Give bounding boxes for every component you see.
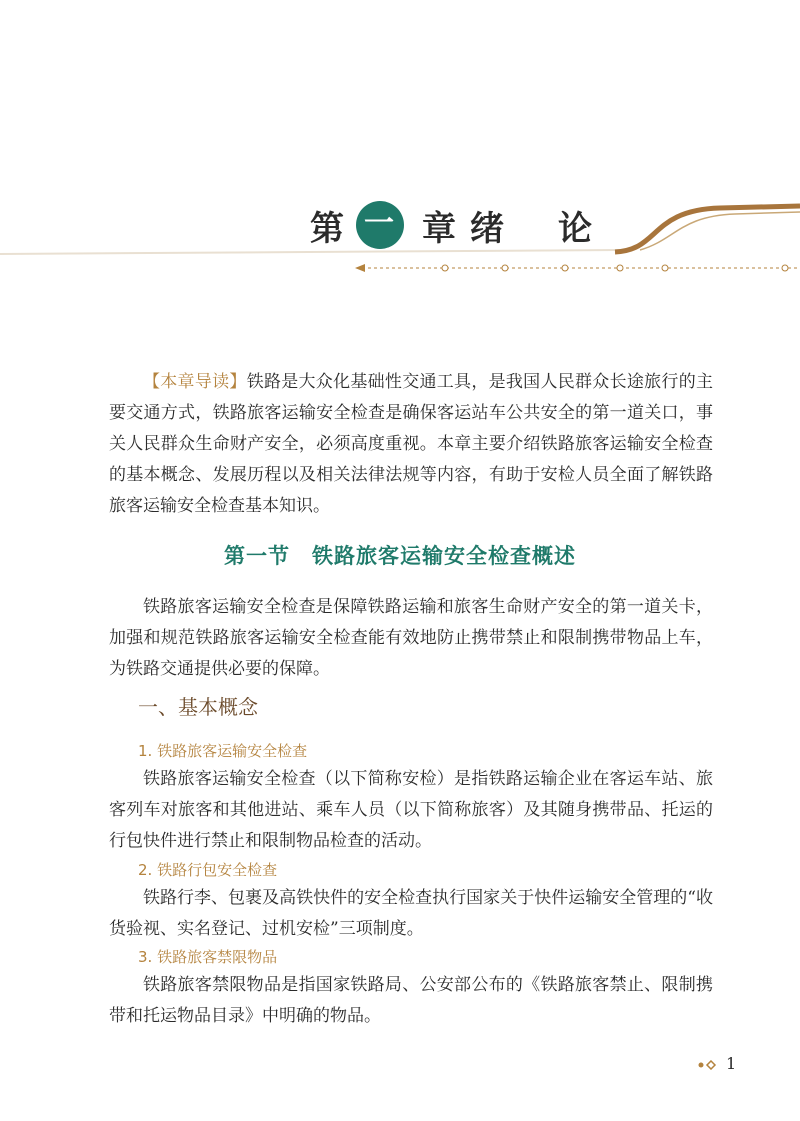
page-number: 1 bbox=[726, 1054, 737, 1073]
item-body bbox=[109, 883, 713, 945]
subsection-title: 一、基本概念 bbox=[138, 695, 258, 719]
item-title: 2. 铁路行包安全检查 bbox=[138, 861, 278, 879]
section-body bbox=[109, 592, 713, 685]
chapter-intro bbox=[109, 367, 713, 522]
chapter-title-prefix: 第 bbox=[310, 208, 346, 249]
chapter-title-word: 论 bbox=[558, 208, 594, 249]
section-title: 第一节 铁路旅客运输安全检查概述 bbox=[224, 543, 576, 568]
chapter-number-badge: 一 bbox=[356, 201, 404, 249]
item-title: 1. 铁路旅客运输安全检查 bbox=[138, 742, 308, 760]
chapter-title-word: 章 bbox=[422, 208, 458, 249]
page-number-ornament-icon bbox=[697, 1060, 719, 1070]
item-paragraph: 铁路行李、包裹及高铁快件的安全检查执行国家关于快件运输安全管理的“收货验视、实名登记、过机安检”三项制度。 bbox=[109, 888, 713, 939]
section-paragraph: 铁路旅客运输安全检查是保障铁路运输和旅客生命财产安全的第一道关卡，加强和规范铁路旅客运输安全检查能有效地防止携带禁止和限制携带物品上车，为铁路交通提供必要的保障。 bbox=[109, 597, 713, 679]
item-paragraph: 铁路旅客运输安全检查（以下简称安检）是指铁路运输企业在客运车站、旅客列车对旅客和其他进站、乘车人员（以下简称旅客）及其随身携带品、托运的行包快件进行禁止和限制物品检查的活动。 bbox=[109, 769, 713, 851]
item-title: 3. 铁路旅客禁限物品 bbox=[138, 948, 278, 966]
item-body bbox=[109, 970, 713, 1032]
item-paragraph: 铁路旅客禁限物品是指国家铁路局、公安部公布的《铁路旅客禁止、限制携带和托运物品目录》中明确的物品。 bbox=[109, 975, 713, 1026]
chapter-title bbox=[310, 200, 594, 250]
intro-paragraph bbox=[109, 367, 713, 522]
item-body bbox=[109, 764, 713, 857]
chapter-title-word: 绪 bbox=[470, 208, 506, 249]
intro-text: 铁路是大众化基础性交通工具，是我国人民群众长途旅行的主要交通方式，铁路旅客运输安全检查是确保客运站车公共安全的第一道关口，事关人民群众生命财产安全，必须高度重视。本章主要介绍铁路旅客运输安全检查的基本概念、发展历程以及相关法律法规等内容，有助于安检人员全面了解铁路旅客运输安全检查基本知识。 bbox=[109, 372, 713, 516]
intro-tag: 【本章导读】 bbox=[143, 372, 247, 392]
